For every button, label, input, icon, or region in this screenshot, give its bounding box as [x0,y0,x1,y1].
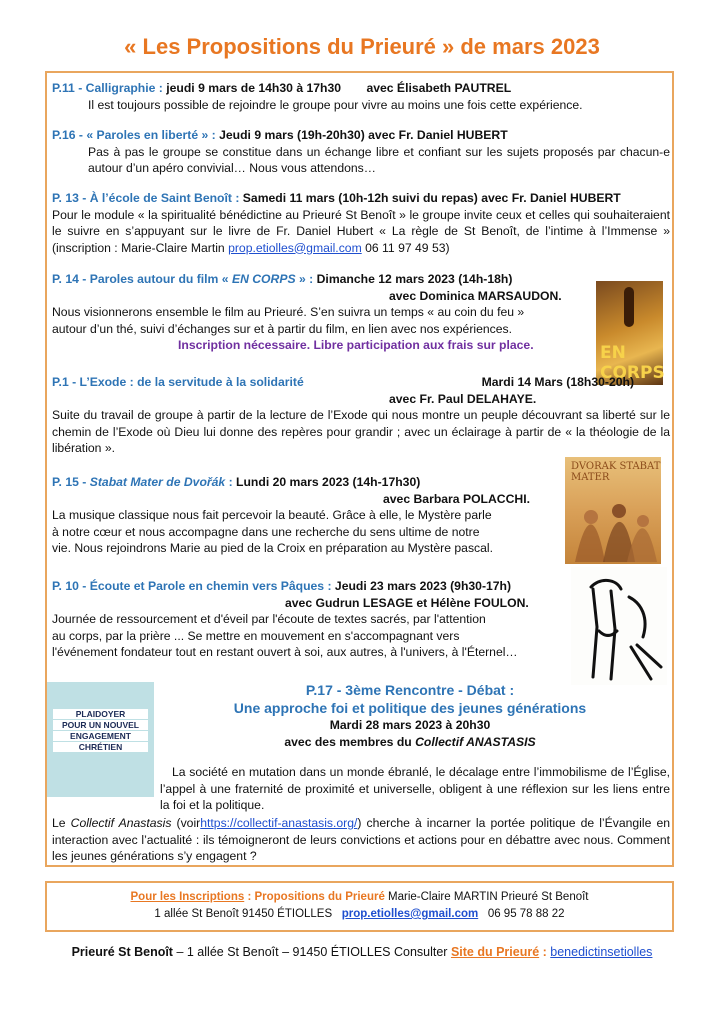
debate-subtitle: Une approche foi et politique des jeunes générations [233,700,587,716]
section-body-3: l'événement fondateur tout en restant ouvert à soi, aux autres, à l'univers, à l'Éternel… [52,645,518,659]
section-head: P.11 - Calligraphie : [52,81,163,95]
section-exode [52,374,670,457]
section-date: Jeudi 23 mars 2023 (9h30-17h) [334,579,512,593]
section-body: Suite du travail de groupe à partir de la lecture de l’Exode qui nous montre un peuple découvrant sa liberté sur le chemin de l’Exode où Dieu lui donne des repères pour grandir ; avec un éclairage à partir de « la théologie de la libération ». [52,408,670,455]
figures-drawing [565,457,661,564]
section-head: P. 10 - Écoute et Parole en chemin vers Pâques : [52,579,332,593]
section-date: jeudi 9 mars de 14h30 à 17h30 [166,81,342,95]
contact-sep: : [244,891,255,903]
section-body-2: au corps, par la prière ... Se mettre en mouvement en s'accompagnant vers [52,628,460,643]
book-cover-image [47,682,154,797]
section-head-end: : [228,475,233,489]
phone: 06 11 97 49 53) [365,240,450,255]
contact-rest: Marie-Claire MARTIN Prieuré St Benoît [384,891,589,903]
book-title-line: ENGAGEMENT [53,731,148,741]
section-with: avec Dominica MARSAUDON. [389,288,562,303]
section-head: P. 14 - Paroles autour du film « [52,272,229,286]
section-date: Mardi 28 mars 2023 à 20h30 [329,718,491,732]
debate-body-2 [52,815,670,865]
section-head-end: » : [299,272,314,286]
p2-pre: Le [52,816,66,830]
section-head: P. 15 - [52,475,87,489]
p2-rest: ) cherche à incarner la portée politique de l’Évangile en interaction avec l’actualité : ils témoigneront de leurs convictions et actions pour en débattre avec nous. Comment les jeunes générations s’y engagent ? [52,816,670,863]
with-pre: avec des membres du [284,734,412,749]
footer-name: Prieuré St Benoît [71,945,173,959]
section-stabat-mater [52,474,564,557]
section-with: avec Élisabeth PAUTREL [366,81,512,95]
section-body-3: vie. Nous rejoindrons Marie au pied de la Croix en préparation au Mystère pascal. [52,541,494,555]
section-calligraphie [52,80,668,113]
book-title-line: PLAIDOYER [53,709,148,719]
footer [0,945,724,959]
section-head: P. 13 - À l’école de Saint Benoît : [52,191,240,205]
stabat-mater-cover-image [565,457,661,564]
section-date: Mardi 14 Mars (18h30-20h) [481,375,634,389]
section-rencontre-debat-head [160,681,660,750]
p2-voir: (voir [176,816,201,830]
section-body: Il est toujours possible de rejoindre le groupe pour vivre au moins une fois cette expérience. [88,97,583,112]
debate-title: P.17 - 3ème Rencontre - Débat : [305,682,515,698]
section-en-corps [52,271,592,354]
book-title-line: CHRÉTIEN [53,742,148,752]
contact-box [45,881,674,932]
section-date: Dimanche 12 mars 2023 (14h-18h) [316,272,513,286]
collectif-url-link[interactable]: https://collectif-anastasis.org/ [200,816,358,830]
drawing-lines [571,567,667,685]
poster-title: EN CORPS [600,343,665,383]
contact-email-link[interactable]: prop.etiolles@gmail.com [341,908,479,920]
film-title: EN CORPS [231,272,296,286]
cover-title: DVORAK STABAT MATER [571,461,661,483]
section-ecoute-parole [52,578,572,661]
inscriptions-label: Pour les Inscriptions [130,891,245,903]
section-body: Pas à pas le groupe se constitue dans un échange libre et confiant sur les sujets proposés par chacun-e autour d’un apéro convivial… Nous vous attendons… [88,144,670,175]
section-with: avec Barbara POLACCHI. [383,491,530,506]
section-date: Samedi 11 mars (10h-12h suivi du repas) avec Fr. Daniel HUBERT [242,191,621,205]
footer-address: – 1 allée St Benoît – 91450 ÉTIOLLES Consulter [172,945,451,959]
section-body: Pour le module « la spiritualité bénédictine au Prieuré St Benoît » le groupe invite ceux et celles qui souhaiteraient le suivre en s’appuyant sur le livre de Fr. Daniel Hubert « La règle de St Benoît, de l’intime à l’Immense » (inscription : Marie-Claire Martin [52,207,670,255]
gesture-drawing-image [571,567,667,685]
contact-address: 1 allée St Benoît 91450 ÉTIOLLES [154,908,333,920]
book-title [53,708,148,753]
section-with: avec Fr. Paul DELAHAYE. [389,391,537,406]
footer-site-link[interactable]: benedictinsetiolles [550,945,653,959]
dancer-figure [624,287,634,327]
section-body-2: à notre cœur et nous accompagne dans une recherche du sens ultime de notre [52,524,480,539]
section-ecole-saint-benoit [52,190,670,256]
section-body-1: Journée de ressourcement et d'éveil par l'écoute de textes sacrés, par l'attention [52,612,486,626]
section-head: P.1 - L’Exode : de la servitude à la solidarité [52,375,304,389]
section-with: avec Gudrun LESAGE et Hélène FOULON. [285,595,529,610]
book-title-line: POUR UN NOUVEL [53,720,148,730]
section-body-1: La musique classique nous fait percevoir la beauté. Grâce à elle, le Mystère parle [52,508,492,522]
email-link[interactable]: prop.etiolles@gmail.com [228,240,362,255]
section-date: Lundi 20 mars 2023 (14h-17h30) [236,475,421,489]
section-head: P.16 - « Paroles en liberté » : [52,128,216,142]
section-body-1: Nous visionnerons ensemble le film au Prieuré. S’en suivra un temps « au coin du feu » [52,305,525,319]
section-body-2: autour d’un thé, suivi d’échanges sur et à partir du film, en lien avec nos expériences. [52,321,513,336]
section-paroles-liberte [52,127,670,177]
debate-body: La société en mutation dans un monde ébranlé, le décalage entre l’immobilisme de l’Église, l’appel à une fraternité de proximité et universelle, obligent à une réflexion sur les liens entre la foi et la politique. [160,765,670,812]
film-poster-image [596,281,663,385]
footer-site-label: Site du Prieuré [450,945,540,959]
org-name: Propositions du Prieuré [254,891,385,903]
contact-phone: 06 95 78 88 22 [487,908,565,920]
section-date: Jeudi 9 mars (19h-20h30) avec Fr. Daniel HUBERT [219,128,508,142]
footer-colon: : [539,945,551,959]
collectif-name: Collectif ANASTASIS [415,734,536,749]
inscription-note: Inscription nécessaire. Libre participation aux frais sur place. [178,338,534,352]
page-title: « Les Propositions du Prieuré » de mars 2023 [124,34,600,59]
p2-collectif: Collectif Anastasis [70,816,172,830]
work-title: Stabat Mater de Dvořák [89,475,226,489]
